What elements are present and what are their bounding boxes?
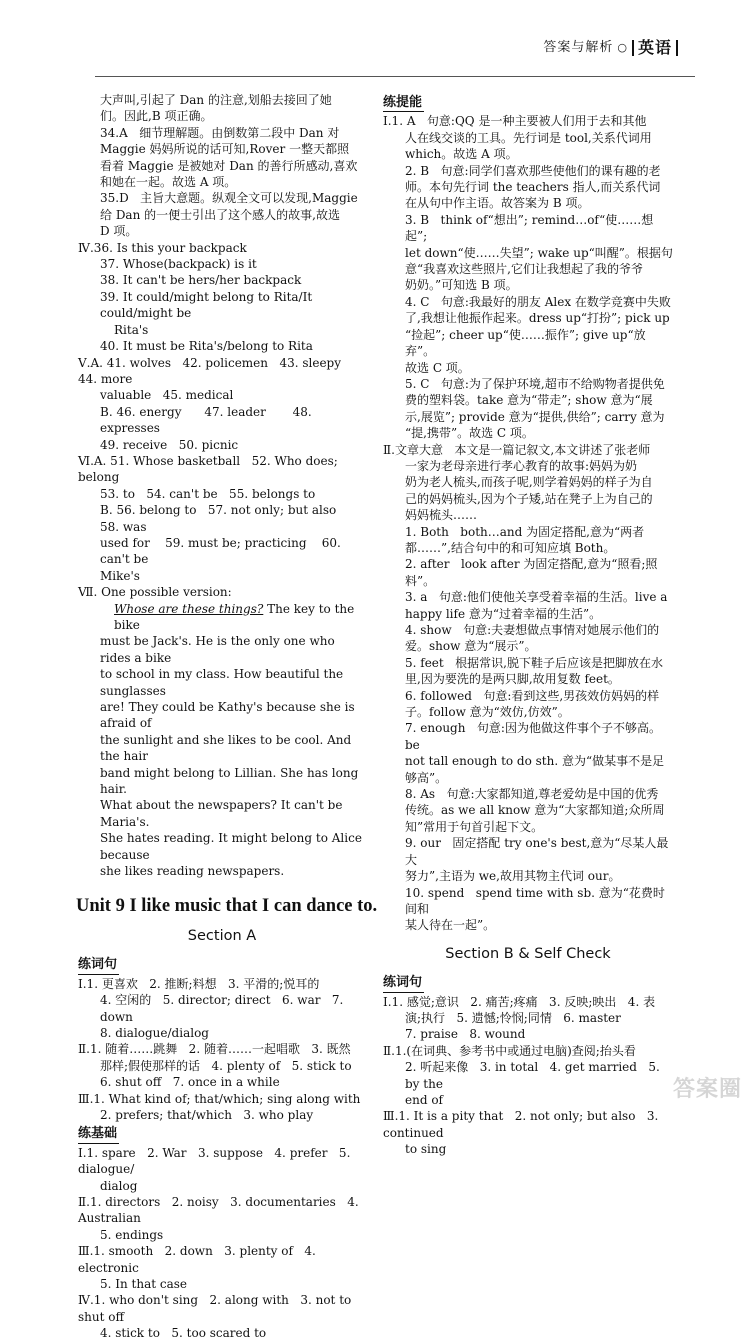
answer-line: [78, 322, 366, 338]
answer-text: Ⅲ.1. smooth 2. down 3. plenty of 4. electronic: [78, 1244, 320, 1275]
section-heading-row: [78, 954, 366, 975]
answer-text: Ⅱ.1. directors 2. noisy 3. documentaries 4. Australian: [78, 1195, 363, 1226]
answer-line: [383, 885, 673, 918]
answer-text: 大声叫,引起了 Dan 的注意,划船去接回了她: [100, 93, 332, 107]
answer-line: [383, 277, 673, 293]
answer-line: [78, 437, 366, 453]
answer-line: [78, 387, 366, 403]
answer-line: [383, 376, 673, 392]
answer-line: [78, 584, 366, 600]
answer-line: [78, 535, 366, 568]
answer-text: which。故选 A 项。: [405, 147, 518, 162]
answer-line: [78, 1145, 366, 1178]
answer-text: 2. 听起来像 3. in total 4. get married 5. by the: [405, 1060, 664, 1091]
answer-line: [78, 141, 366, 157]
section-heading: 练提能: [383, 95, 424, 112]
answer-line: [383, 1010, 673, 1026]
answer-line: [78, 1276, 366, 1292]
answer-text: Ⅱ.1. 随着……跳舞 2. 随着……一起唱歌 3. 既然: [78, 1042, 351, 1057]
answer-line: [383, 704, 673, 720]
answer-line: [78, 272, 366, 288]
answer-text: 5. feet 根据常识,脱下鞋子后应该是把脚放在水: [405, 655, 663, 670]
answer-line: [78, 289, 366, 322]
answer-text: 演;执行 5. 遗憾;怜悯;同情 6. master: [405, 1010, 621, 1025]
answer-line: [383, 474, 673, 490]
answer-text: 35.D 主旨大意题。纵观全文可以发现,Maggie: [100, 191, 358, 206]
answer-text: valuable 45. medical: [100, 388, 234, 403]
subject-label: 英语: [637, 38, 672, 57]
section-heading: 练词句: [78, 957, 119, 974]
answer-text: 奶为老人梳头,而孩子呢,则学着妈妈的样子为自: [405, 475, 653, 490]
answer-line: [383, 179, 673, 195]
answer-text: 了,我想让他振作起来。dress up“打扮”; pick up: [405, 311, 670, 326]
answer-text: 里,因为要洗的是两只脚,故用复数 feet。: [405, 672, 620, 687]
answer-text: 9. our 固定搭配 try one's best,意为“尽某人最大: [405, 836, 669, 867]
answer-line: [383, 671, 673, 687]
answer-line: [383, 392, 673, 408]
answer-text: the sunlight and she likes to be cool. And the hair: [100, 732, 356, 764]
answer-line: [383, 442, 673, 458]
answer-text: 5. endings: [100, 1227, 164, 1242]
answer-text: used for 59. must be; practicing 60. can't be: [100, 535, 345, 567]
answer-line: [78, 797, 366, 830]
answer-line: [78, 1243, 366, 1276]
answer-text: must be Jack's. He is the only one who rides a bike: [100, 634, 339, 665]
answer-text: Ⅳ.1. who don't sing 2. along with 3. not to shut off: [78, 1293, 356, 1324]
answer-text: Mike's: [100, 568, 140, 583]
right-column: [383, 92, 673, 1158]
answer-text: 10. spend spend time with sb. 意为“花费时间和: [405, 885, 665, 916]
answer-text: 6. shut off 7. once in a while: [100, 1075, 280, 1090]
answer-text: 己的妈妈梳头,因为个子矮,站在凳子上为自己的: [405, 491, 653, 506]
answer-line: [383, 524, 673, 540]
answer-text: 2. after look after 为固定搭配,意为“照看;照料”。: [405, 557, 658, 588]
header-rule: [95, 76, 695, 77]
answer-text: 39. It could/might belong to Rita/It could/might be: [100, 289, 316, 321]
answer-line: [383, 1108, 673, 1141]
answer-text: Ⅰ.1. 更喜欢 2. 推断;料想 3. 平滑的;悦耳的: [78, 976, 320, 991]
answer-text: 37. Whose(backpack) is it: [100, 257, 257, 272]
answer-text: “捡起”; cheer up“使……振作”; give up“放弃”。: [405, 327, 646, 359]
answer-line: [383, 212, 673, 245]
answer-text: 34.A 细节理解题。由倒数第二段中 Dan 对: [100, 125, 340, 140]
answer-text: 们。因此,B 项正确。: [100, 109, 213, 124]
section-heading-row: [78, 1123, 366, 1144]
right-answers: [383, 92, 673, 934]
answer-line: [383, 310, 673, 326]
answer-text: Ⅳ.36. Is this your backpack: [78, 240, 247, 255]
answer-text: not tall enough to do sth. 意为“做某事不是足: [405, 754, 665, 769]
answer-text: she likes reading newspapers.: [100, 864, 285, 879]
answer-line: [78, 1178, 366, 1194]
answer-line: [78, 1107, 366, 1123]
section-heading: 练词句: [383, 975, 424, 992]
answer-line: [78, 174, 366, 190]
answer-text: 给 Dan 的一便士引出了这个感人的故事,故选: [100, 207, 340, 222]
answer-line: [78, 92, 366, 108]
answer-text: Ⅰ.1. spare 2. War 3. suppose 4. prefer 5. dialogue/: [78, 1145, 355, 1177]
answer-line: [78, 1041, 366, 1057]
left-answers: [78, 92, 366, 880]
answer-line: [383, 770, 673, 786]
answer-text: 够高”。: [405, 770, 448, 785]
answer-line: [383, 327, 673, 360]
watermark-logo: [590, 1034, 750, 1104]
answer-line: [78, 158, 366, 174]
answer-text: Ⅲ.1. What kind of; that/which; sing along with: [78, 1091, 361, 1106]
answer-line: [78, 1025, 366, 1041]
answer-text: “提,携带”。故选 C 项。: [405, 426, 534, 441]
section-heading-row: [383, 972, 673, 993]
answer-text: 奶奶。”可知选 B 项。: [405, 278, 518, 293]
answer-line: [383, 835, 673, 868]
answer-text: 4. stick to 5. too scared to: [100, 1326, 267, 1341]
answer-text: Ⅴ.A. 41. wolves 42. policemen 43. sleepy 44. more: [78, 355, 353, 386]
answer-line: [383, 994, 673, 1010]
answer-line: [78, 1091, 366, 1107]
answer-line: [383, 245, 673, 261]
answer-text: 爱。show 意为“展示”。: [405, 639, 537, 654]
answer-line: [383, 753, 673, 769]
answer-text: to sing: [405, 1142, 447, 1157]
answer-line: [78, 765, 366, 798]
answer-text: 2. prefers; that/which 3. who play: [100, 1107, 314, 1122]
answer-line: [383, 606, 673, 622]
answer-line: [78, 125, 366, 141]
answer-text: 在从句中作主语。故答案为 B 项。: [405, 196, 590, 211]
section-heading-row: [383, 92, 673, 113]
answer-line: [78, 190, 366, 206]
page-header: [0, 0, 750, 80]
answer-line: [78, 699, 366, 732]
answer-line: [78, 338, 366, 354]
answer-line: [78, 1074, 366, 1090]
answer-text: 38. It can't be hers/her backpack: [100, 273, 302, 288]
answer-line: [78, 240, 366, 256]
answer-line: [383, 163, 673, 179]
section-a-title: Section A: [187, 927, 257, 944]
answer-text: 都……”,结合句中的和可知应填 Both。: [405, 540, 616, 555]
answer-text: 4. C 句意:我最好的朋友 Alex 在数学竞赛中失败: [405, 294, 671, 309]
answer-text: 4. 空闲的 5. director; direct 6. war 7. down: [100, 993, 348, 1024]
answer-line: [78, 453, 366, 486]
answer-line: [78, 1292, 366, 1325]
answer-line: [78, 1227, 366, 1243]
answer-text: Maggie 妈妈所说的话可知,Rover 一整天都照: [100, 142, 350, 157]
answer-text: Ⅵ.A. 51. Whose basketball 52. Who does; belong: [78, 453, 342, 485]
answer-line: [383, 556, 673, 589]
answer-line: [78, 633, 366, 666]
answer-text: Ⅶ. One possible version:: [78, 585, 232, 600]
answer-line: [383, 130, 673, 146]
answer-text: 40. It must be Rita's/belong to Rita: [100, 339, 313, 354]
answer-text: 3. a 句意:他们使他关享受着幸福的生活。live a: [405, 590, 668, 605]
answer-line: [78, 1325, 366, 1341]
unit-title: Unit 9 I like music that I can dance to.: [76, 895, 378, 916]
answer-text: 示,展览”; provide 意为“提供,供给”; carry 意为: [405, 409, 665, 424]
answer-text: to school in my class. How beautiful the sunglasses: [100, 667, 347, 698]
answer-line: [78, 976, 366, 992]
answer-line: [78, 601, 366, 634]
answer-line: [78, 1058, 366, 1074]
answer-text: are! They could be Kathy's because she is afraid of: [100, 700, 359, 731]
answer-text: 和她在一起。故选 A 项。: [100, 175, 237, 190]
answer-text: Ⅱ.1.(在词典、参考书中或通过电脑)查阅;抬头看: [383, 1043, 636, 1058]
answer-text: 故选 C 项。: [405, 360, 470, 375]
answer-line: [78, 108, 366, 124]
answer-text: Ⅰ.1. A 句意:QQ 是一种主要被人们用于去和其他: [383, 114, 647, 129]
answer-line: [78, 830, 366, 863]
answer-line: [78, 992, 366, 1025]
answer-text: 一家为老母亲进行孝心教育的故事:妈妈为奶: [405, 458, 638, 473]
answer-line: [383, 425, 673, 441]
answer-text: happy life 意为“过着幸福的生活”。: [405, 606, 602, 621]
answer-line: [383, 146, 673, 162]
answer-text: Ⅰ.1. 感觉;意识 2. 痛苦;疼痛 3. 反映;映出 4. 表: [383, 994, 656, 1009]
answer-text: 8. dialogue/dialog: [100, 1025, 209, 1040]
answer-line: [383, 360, 673, 376]
answer-line: [78, 863, 366, 879]
answer-line: [383, 540, 673, 556]
answer-text: 7. praise 8. wound: [405, 1027, 526, 1042]
circle-icon: ○: [617, 41, 628, 54]
divider-bar: [632, 40, 634, 56]
answer-text: 妈妈梳头……: [405, 508, 478, 523]
answer-line: [383, 688, 673, 704]
answer-text: end of: [405, 1092, 443, 1107]
answer-line: [383, 507, 673, 523]
answer-text: 53. to 54. can't be 55. belongs to: [100, 486, 316, 501]
answer-text: 2. B 句意:同学们喜欢那些使他们的课有趣的老: [405, 163, 661, 178]
answer-line: [78, 732, 366, 765]
answer-text: 传统。as we all know 意为“大家都知道;众所周: [405, 803, 665, 818]
answer-text: 那样;假使那样的话 4. plenty of 5. stick to: [100, 1058, 352, 1073]
answer-text: 8. As 句意:大家都知道,尊老爱幼是中国的优秀: [405, 787, 659, 802]
answer-text: 意“我喜欢这些照片,它们让我想起了我的爷爷: [405, 262, 643, 277]
answer-line: [383, 786, 673, 802]
answer-line: [383, 294, 673, 310]
answer-line: [383, 113, 673, 129]
answer-line: [78, 1194, 366, 1227]
answer-text: 人在线交谈的工具。先行词是 tool,关系代词用: [405, 130, 652, 145]
answer-text: 1. Both both…and 为固定搭配,意为“两者: [405, 524, 645, 539]
divider-bar: [676, 40, 678, 56]
answer-line: [383, 491, 673, 507]
answer-text: 某人待在一起”。: [405, 918, 496, 933]
essay-text: The key to the bike: [114, 601, 359, 632]
answer-text: 子。follow 意为“效仿,仿效”。: [405, 705, 570, 720]
answer-text: 7. enough 句意:因为他做这件事个子不够高。be: [405, 721, 661, 752]
answer-text: 努力”,主语为 we,故用其物主代词 our。: [405, 869, 621, 884]
section-heading: 练基础: [78, 1126, 119, 1143]
answer-text: Ⅱ.文章大意 本文是一篇记叙文,本文讲述了张老师: [383, 442, 651, 457]
answer-text: 4. show 句意:夫妻想做点事情对她展示他们的: [405, 623, 660, 637]
answer-line: [383, 1141, 673, 1157]
watermark-text: 答案圈: [672, 1076, 742, 1102]
answer-line: [78, 502, 366, 535]
answer-line: [383, 802, 673, 818]
answer-line: [383, 655, 673, 671]
answer-text: band might belong to Lillian. She has long hair.: [100, 765, 363, 797]
answer-line: [383, 261, 673, 277]
answer-text: 师。本句先行词 the teachers 指人,而关系代词: [405, 180, 661, 195]
answer-line: [78, 568, 366, 584]
answer-line: [383, 819, 673, 835]
answer-line: [383, 917, 673, 933]
answer-line: [383, 195, 673, 211]
answer-line: [78, 207, 366, 223]
answer-line: [383, 589, 673, 605]
answer-line: [383, 409, 673, 425]
section-b-title: Section B & Self Check: [445, 945, 611, 962]
answer-text: Rita's: [114, 322, 149, 337]
answer-line: [78, 355, 366, 388]
answer-text: B. 46. energy 47. leader 48. expresses: [100, 404, 316, 436]
answer-text: B. 56. belong to 57. not only; but also 58. was: [100, 503, 348, 534]
answer-line: [383, 868, 673, 884]
answer-text: She hates reading. It might belong to Alice because: [100, 831, 366, 862]
answer-text: D 项。: [100, 224, 138, 239]
answer-line: [383, 638, 673, 654]
answer-text: 知”常用于句首引起下文。: [405, 819, 544, 834]
answer-text: What about the newspapers? It can't be Maria's.: [100, 798, 347, 829]
answer-line: [78, 486, 366, 502]
answer-text: 3. B think of“想出”; remind…of“使……想起”;: [405, 212, 654, 244]
answer-text: 5. In that case: [100, 1277, 188, 1292]
answer-text: 费的塑料袋。take 意为“带走”; show 意为“展: [405, 393, 653, 408]
running-title-text: 答案与解析: [543, 40, 614, 55]
answer-line: [383, 720, 673, 753]
answer-text: Ⅲ.1. It is a pity that 2. not only; but also 3. continued: [383, 1109, 663, 1140]
answer-line: [78, 223, 366, 239]
answer-text: 6. followed 句意:看到这些,男孩效仿妈妈的样: [405, 688, 660, 703]
answer-text: 看着 Maggie 是被她对 Dan 的善行所感动,喜欢: [100, 158, 358, 173]
running-title: [543, 40, 678, 56]
section-a-answers: [78, 954, 366, 1341]
left-column: [76, 92, 378, 1342]
answer-line: [78, 666, 366, 699]
essay-title: Whose are these things?: [114, 601, 264, 616]
answer-line: [78, 256, 366, 272]
answer-line: [383, 622, 673, 638]
answer-text: let down“使……失望”; wake up“叫醒”。根据句: [405, 245, 673, 260]
answer-text: dialog: [100, 1178, 138, 1193]
answer-line: [383, 458, 673, 474]
answer-text: 49. receive 50. picnic: [100, 437, 239, 452]
answer-text: 5. C 句意:为了保护环境,超市不给购物者提供免: [405, 376, 665, 391]
answer-line: [78, 404, 366, 437]
